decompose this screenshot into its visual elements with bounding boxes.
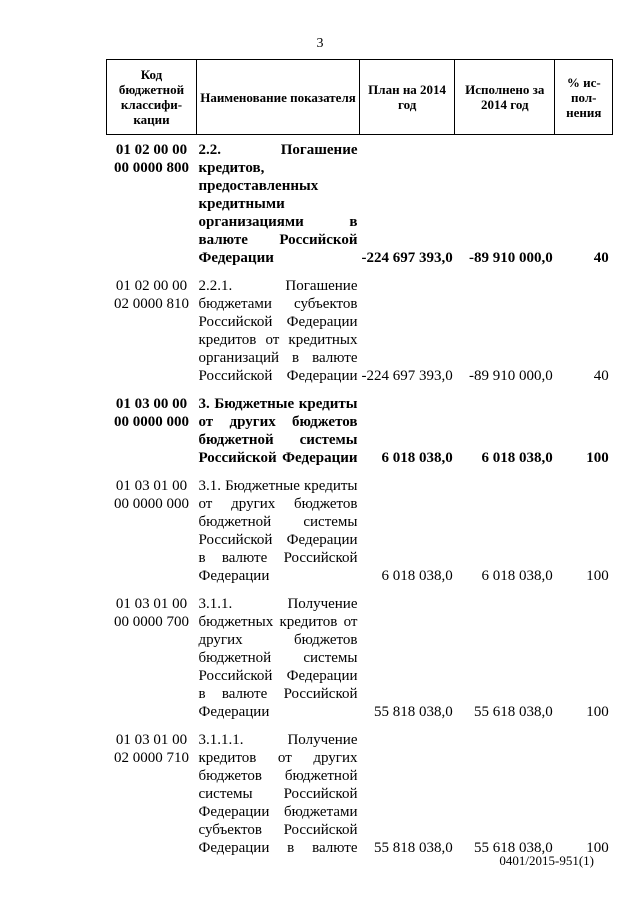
- row-executed: -89 910 000,0: [469, 368, 553, 384]
- row-percent: 100: [586, 704, 609, 720]
- row-code: 01 03 00 00 00 0000 000: [114, 396, 189, 430]
- page-number: 3: [316, 36, 324, 51]
- table-row: [107, 271, 613, 389]
- table-header-row: [107, 60, 613, 135]
- row-executed: 55 618 038,0: [474, 704, 553, 720]
- row-plan: 55 818 038,0: [374, 840, 453, 856]
- row-percent: 100: [586, 840, 609, 856]
- header-code: Код бюджетной классифи-кации: [107, 60, 197, 135]
- row-name: 2.2. Погашение кредитов, предоставленных кредитными организациями в валюте Российской Федерации: [198, 142, 358, 266]
- row-name: 2.2.1. Погашение бюджетами субъектов Российской Федерации кредитов от кредитных организаций в валюте Российской Федерации: [198, 278, 358, 384]
- row-executed: 6 018 038,0: [481, 450, 553, 466]
- row-code: 01 03 01 00 00 0000 700: [114, 596, 189, 630]
- row-plan: 6 018 038,0: [381, 568, 453, 584]
- row-code: 01 03 01 00 00 0000 000: [114, 478, 189, 512]
- row-plan: 6 018 038,0: [381, 450, 453, 466]
- header-name: Наименование показателя: [197, 60, 360, 135]
- table-row: [107, 589, 613, 725]
- row-name: 3.1.1.1. Получение кредитов от других бюджетов бюджетной системы Российской Федерации бюджетами субъектов Российской Федерации в валюте: [198, 732, 358, 856]
- row-code: 01 02 00 00 00 0000 800: [114, 142, 189, 176]
- row-percent: 100: [586, 568, 609, 584]
- row-code: 01 03 01 00 02 0000 710: [114, 732, 189, 766]
- row-executed: 6 018 038,0: [481, 568, 553, 584]
- header-executed: Исполнено за 2014 год: [455, 60, 555, 135]
- table-row: [107, 725, 613, 861]
- row-executed: -89 910 000,0: [469, 250, 553, 266]
- table-row: [107, 389, 613, 471]
- row-percent: 40: [593, 368, 609, 384]
- row-plan: 55 818 038,0: [374, 704, 453, 720]
- row-percent: 100: [586, 450, 609, 466]
- header-plan: План на 2014 год: [360, 60, 455, 135]
- header-percent: % ис-пол-нения: [555, 60, 613, 135]
- row-code: 01 02 00 00 02 0000 810: [114, 278, 189, 312]
- table-row: [107, 471, 613, 589]
- row-percent: 40: [593, 250, 609, 266]
- row-executed: 55 618 038,0: [474, 840, 553, 856]
- table-row: [107, 135, 613, 272]
- budget-table: [106, 59, 613, 861]
- row-name: 3.1.1. Получение бюджетных кредитов от других бюджетов бюджетной системы Российской Федерации в валюте Российской Федерации: [198, 596, 358, 720]
- document-code: 0401/2015-951(1): [499, 853, 594, 868]
- row-name: 3. Бюджетные кредиты от других бюджетов бюджетной системы Российской Федерации: [198, 396, 358, 466]
- row-name: 3.1. Бюджетные кредиты от других бюджетов бюджетной системы Российской Федерации в валюте Российской Федерации: [198, 478, 358, 584]
- row-plan: -224 697 393,0: [361, 368, 453, 384]
- row-plan: -224 697 393,0: [361, 250, 453, 266]
